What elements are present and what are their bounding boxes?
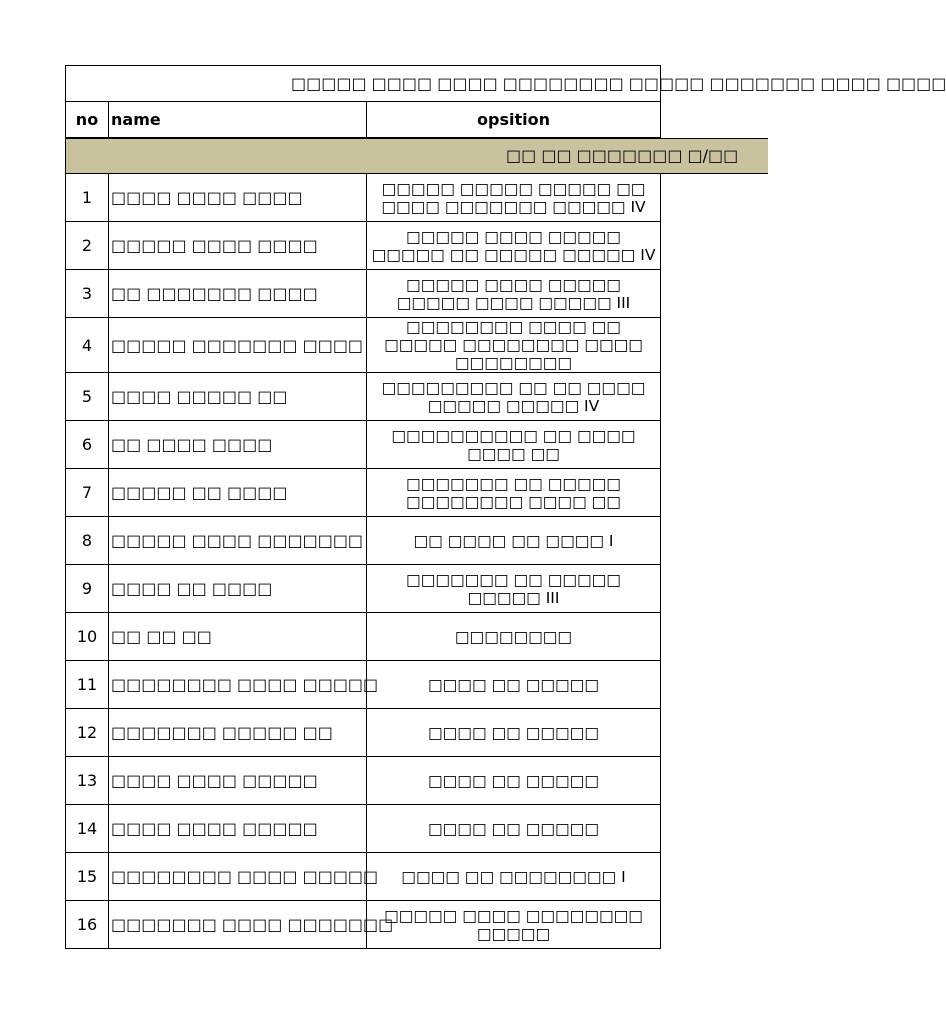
table-title: □□□□□ □□□□ □□□□ □□□□□□□□ □□□□□ □□□□□□□ □□□□ □□□□ [291, 74, 946, 93]
section-header-band[interactable] [65, 138, 768, 174]
row-name[interactable]: □□ □□□□ □□□□ [109, 421, 367, 469]
spreadsheet-sheet [65, 65, 946, 948]
row-name[interactable]: □□□□□ □□□□ □□□□□□□ [109, 517, 367, 565]
row-number[interactable]: 6 [66, 421, 109, 469]
table-row [66, 469, 661, 517]
header-row [66, 102, 661, 138]
table-row [66, 318, 661, 373]
row-number[interactable]: 14 [66, 805, 109, 853]
table-row [66, 373, 661, 421]
row-position[interactable]: □□□□□□□□ □□□□ □□ □□□□□ □□□□□□□□ □□□□ □□□□□□□□ [367, 318, 661, 373]
row-position[interactable]: □□□□ □□ □□□□□□□□ I [367, 853, 661, 901]
table-row [66, 757, 661, 805]
row-name[interactable]: □□□□ □□□□□ □□ [109, 373, 367, 421]
table-title-row [66, 66, 661, 102]
row-name[interactable]: □□ □□ □□ [109, 613, 367, 661]
row-number[interactable]: 8 [66, 517, 109, 565]
table-row [66, 421, 661, 469]
row-number[interactable]: 7 [66, 469, 109, 517]
table-row [66, 853, 661, 901]
table-row [66, 661, 661, 709]
header-position[interactable]: opsition [367, 102, 661, 138]
row-name[interactable]: □□□□□ □□□□ □□□□ [109, 222, 367, 270]
header-no[interactable]: no [66, 102, 109, 138]
row-position[interactable]: □□□□□ □□□□ □□□□□ □□□□□ □□□□ □□□□□ III [367, 270, 661, 318]
row-position[interactable]: □□□□□ □□□□ □□□□□□□□ □□□□□ [367, 901, 661, 949]
table-row [66, 901, 661, 949]
row-position[interactable]: □□□□□□□ □□ □□□□□ □□□□□ III [367, 565, 661, 613]
row-position[interactable]: □□□□ □□ □□□□□ [367, 661, 661, 709]
row-position[interactable]: □□□□□ □□□□□ □□□□□ □□ □□□□ □□□□□□□ □□□□□ IV [367, 174, 661, 222]
row-position[interactable]: □□ □□□□ □□ □□□□ I [367, 517, 661, 565]
table-row [66, 517, 661, 565]
table-row [66, 222, 661, 270]
row-position[interactable]: □□□□□□□□ [367, 613, 661, 661]
table-row [66, 174, 661, 222]
row-name[interactable]: □□□□□□□ □□□□ □□□□□□□ [109, 901, 367, 949]
row-name[interactable]: □□□□□ □□□□□□□ □□□□ [109, 318, 367, 373]
table-row [66, 709, 661, 757]
row-number[interactable]: 13 [66, 757, 109, 805]
row-number[interactable]: 11 [66, 661, 109, 709]
row-name[interactable]: □□□□□□□□ □□□□ □□□□□ [109, 853, 367, 901]
table-row [66, 270, 661, 318]
row-name[interactable]: □□□□ □□□□ □□□□□ [109, 805, 367, 853]
row-number[interactable]: 10 [66, 613, 109, 661]
row-position[interactable]: □□□□□ □□□□ □□□□□ □□□□□ □□ □□□□□ □□□□□ IV [367, 222, 661, 270]
table-row [66, 613, 661, 661]
table-row [66, 805, 661, 853]
row-position[interactable]: □□□□□□□□□ □□ □□ □□□□ □□□□□ □□□□□ IV [367, 373, 661, 421]
row-name[interactable]: □□□□ □□ □□□□ [109, 565, 367, 613]
row-number[interactable]: 15 [66, 853, 109, 901]
table-title-cell[interactable] [66, 66, 946, 102]
row-number[interactable]: 12 [66, 709, 109, 757]
row-number[interactable]: 4 [66, 318, 109, 373]
row-name[interactable]: □□ □□□□□□□ □□□□ [109, 270, 367, 318]
header-name[interactable]: name [109, 102, 367, 138]
row-name[interactable]: □□□□ □□□□ □□□□ [109, 174, 367, 222]
row-number[interactable]: 16 [66, 901, 109, 949]
row-name[interactable]: □□□□□□□□ □□□□ □□□□□ [109, 661, 367, 709]
row-position[interactable]: □□□□ □□ □□□□□ [367, 709, 661, 757]
row-number[interactable]: 3 [66, 270, 109, 318]
row-number[interactable]: 5 [66, 373, 109, 421]
section-header-label: □□ □□ □□□□□□□ □/□□ [506, 146, 739, 165]
row-position[interactable]: □□□□ □□ □□□□□ [367, 757, 661, 805]
row-name[interactable]: □□□□ □□□□ □□□□□ [109, 757, 367, 805]
row-name[interactable]: □□□□□ □□ □□□□ [109, 469, 367, 517]
staff-table [65, 65, 946, 949]
row-number[interactable]: 2 [66, 222, 109, 270]
row-name[interactable]: □□□□□□□ □□□□□ □□ [109, 709, 367, 757]
row-number[interactable]: 1 [66, 174, 109, 222]
row-position[interactable]: □□□□□□□□□□ □□ □□□□ □□□□ □□ [367, 421, 661, 469]
row-position[interactable]: □□□□□□□ □□ □□□□□ □□□□□□□□ □□□□ □□ [367, 469, 661, 517]
row-number[interactable]: 9 [66, 565, 109, 613]
table-row [66, 565, 661, 613]
row-position[interactable]: □□□□ □□ □□□□□ [367, 805, 661, 853]
